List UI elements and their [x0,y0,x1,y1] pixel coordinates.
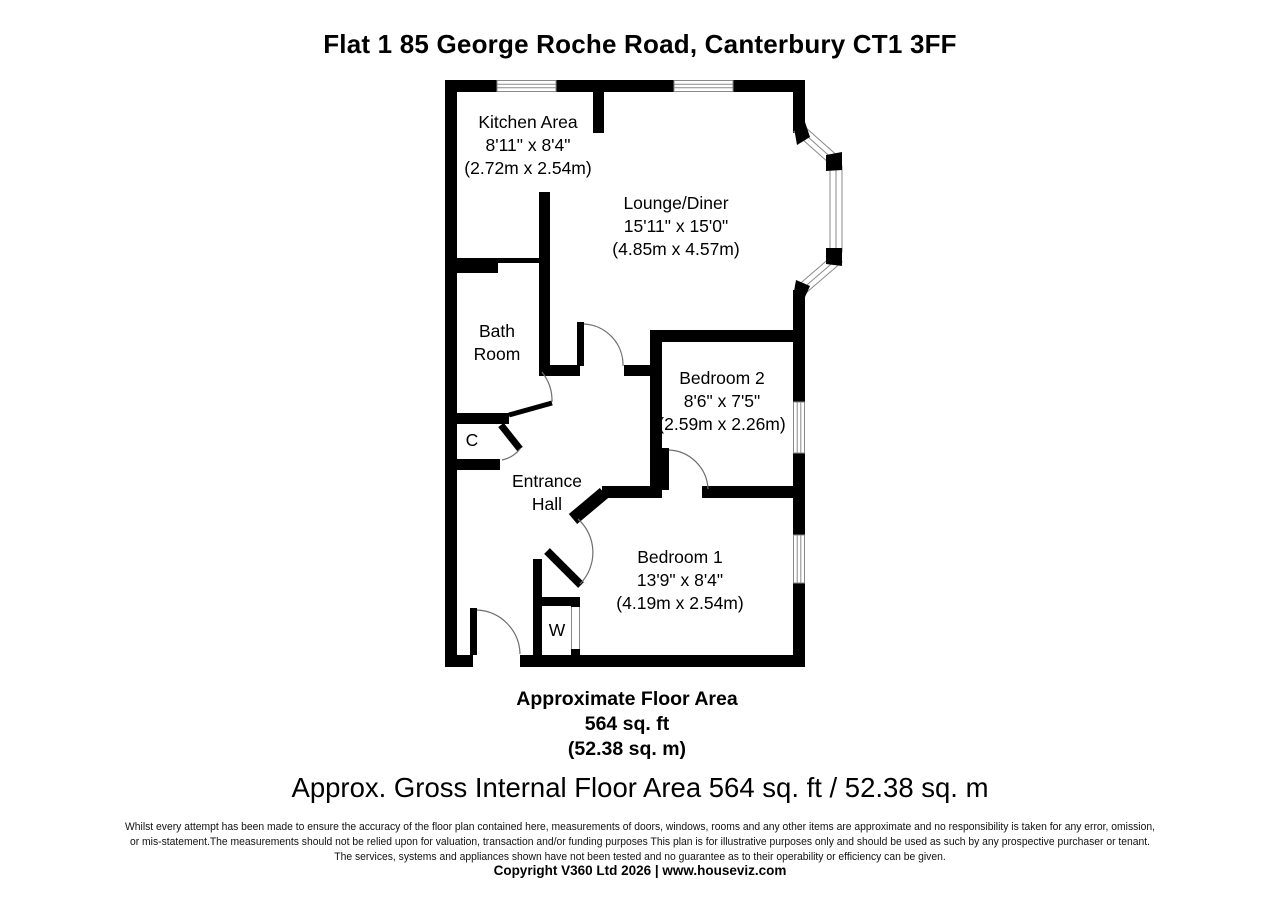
bedroom2-name: Bedroom 2 [679,368,765,388]
kitchen-window [497,81,556,92]
bedroom1-door-arc [578,519,593,584]
bedroom1-dims-metric: (4.19m x 2.54m) [616,593,744,613]
wardrobe-front [571,601,580,655]
bedroom1-dims-imperial: 13'9" x 8'4" [636,570,724,590]
lounge-door-arc [584,324,623,366]
bedroom2-dims-metric: (2.59m x 2.26m) [658,414,786,434]
bedroom2-window [794,402,805,453]
floor-area-sqft: 564 sq. ft [584,713,670,735]
hall-name-line2: Hall [531,494,563,514]
bay-corner-upper [826,152,842,171]
bath-bottom-wall [457,413,509,424]
wardrobe-left-wall [533,559,542,655]
bathroom-door-leaf [509,403,552,415]
room-label-bedroom2 [658,367,785,436]
lounge-dims-metric: (4.85m x 4.57m) [612,239,740,259]
room-label-lounge [612,192,739,261]
bedroom2-top-wall [650,330,805,342]
floor-area-heading: Approximate Floor Area [516,688,738,710]
floor-area-summary [516,687,737,762]
bathroom-door-arc [542,372,552,402]
bedroom1-window [794,535,805,583]
disclaimer-line3: The services, systems and appliances shown have not been tested and no guarantee as to their operability or efficiency can be given. [334,851,946,863]
bath-top-wall [457,258,498,273]
bedroom1-top-wall-left [602,486,662,498]
bedroom1-top-wall-right [702,486,805,498]
cupboard-label: C [465,430,479,450]
kitchen-lounge-stub-wall [593,92,604,133]
entry-door-leaf [470,608,477,655]
disclaimer-line1: Whilst every attempt has been made to ensure the accuracy of the floor plan contained here, measurements of doors, windows, rooms and any other items are approximate and no responsibility is taken for any error, omission, [125,821,1155,833]
gross-internal-area-line: Approx. Gross Internal Floor Area 564 sq. ft / 52.38 sq. m [291,772,989,803]
lounge-top-window [674,81,733,92]
hall-lounge-wall-right [624,365,650,376]
room-label-bedroom1 [616,546,743,615]
kitchen-right-wall [539,192,550,368]
lounge-dims-imperial: 15'11" x 15'0" [623,216,729,236]
bedroom2-door-leaf [662,448,669,490]
bathroom-name-line1: Bath [479,321,515,341]
floor-area-sqm: (52.38 sq. m) [567,738,687,760]
lounge-door-leaf [577,322,584,366]
bedroom2-dims-imperial: 8'6" x 7'5" [683,391,761,411]
hall-lounge-wall-left [539,365,580,376]
bedroom2-door-arc [669,450,708,489]
bathroom-name-line2: Room [473,344,521,364]
wall-right-lower [793,583,805,667]
lounge-name: Lounge/Diner [623,193,729,213]
room-label-kitchen [464,111,591,180]
room-label-bathroom [474,320,521,366]
entry-door-gap [473,655,520,667]
cupboard-bottom-wall [457,459,500,470]
copyright-line: Copyright V360 Ltd 2026 | www.houseviz.com [493,863,787,878]
entry-door-arc [477,610,520,654]
wall-left [445,80,457,667]
wardrobe-label: W [548,620,566,640]
wall-right-mid1 [793,290,805,402]
bedroom1-name: Bedroom 1 [637,547,723,567]
kitchen-dims-metric: (2.72m x 2.54m) [464,158,592,178]
cupboard-door-leaf [501,425,520,449]
disclaimer-line2: or mis-statement.The measurements should not be relied upon for valuation, transaction and/or funding purposes This plan is for illustrative purposes only and should be used as such by any prospective purchaser or tenant. [129,836,1151,848]
hall-name-line1: Entrance [511,471,583,491]
kitchen-name: Kitchen Area [478,112,578,132]
bay-corner-lower [826,248,842,266]
room-label-entrance-hall [512,470,582,516]
bay-window [793,122,842,297]
kitchen-dims-imperial: 8'11" x 8'4" [485,135,571,155]
page-title: Flat 1 85 George Roche Road, Canterbury CT1 3FF [323,29,957,59]
bedroom1-door-leaf [547,551,581,585]
